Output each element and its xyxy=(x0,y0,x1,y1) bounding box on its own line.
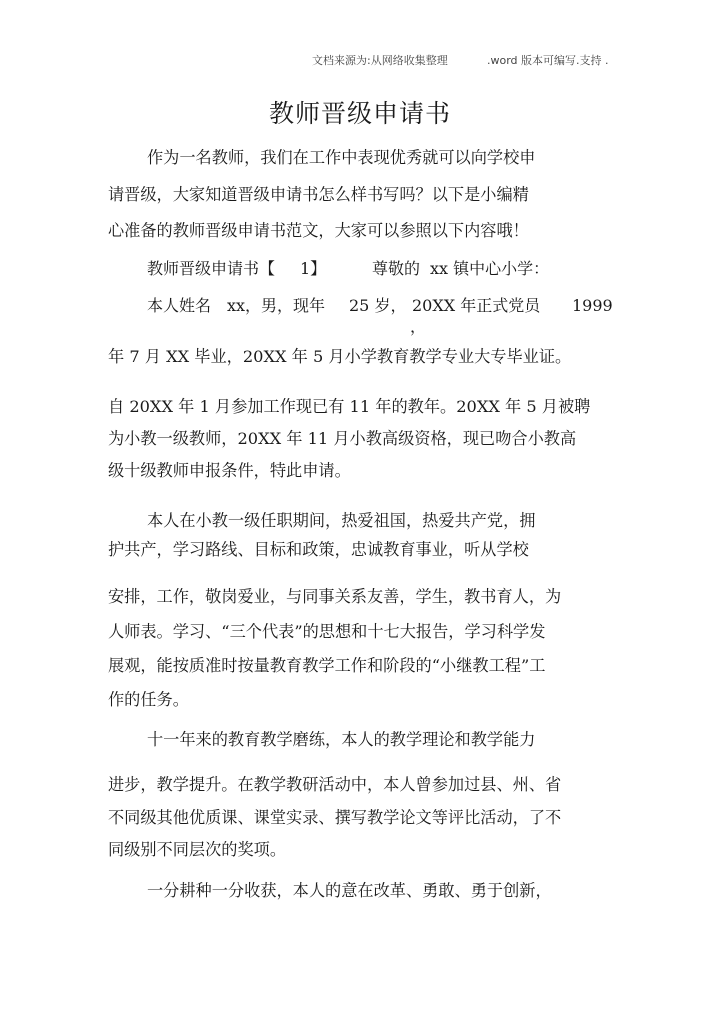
text-line: 本人在小教一级任职期间，热爱祖国，热爱共产党，拥 xyxy=(147,511,536,530)
closing-line: 一分耕种一分收获，本人的意在改革、勇敢、勇于创新， xyxy=(147,881,552,900)
text-line: 心准备的教师晋级申请书范文，大家可以参照以下内容哦！ xyxy=(108,221,529,240)
text-line: 人师表。学习、“三个代表”的思想和十七大报告，学习科学发 xyxy=(108,622,546,641)
text-line: 护共产，学习路线、目标和政策，忠诚教育事业，听从学校 xyxy=(108,540,529,559)
self-intro-party: 20XX 年正式党员 xyxy=(412,296,541,315)
text-line: 不同级其他优质课、课堂实录、撰写教学论文等评比活动，了不 xyxy=(108,808,562,827)
sample-label: 教师晋级申请书【 xyxy=(147,259,276,278)
text-line: 安排，工作，敬岗爱业，与同事关系友善，学生，教书育人，为 xyxy=(108,587,562,606)
text-line: 进步，教学提升。在教学教研活动中，本人曾参加过县、州、省 xyxy=(108,775,562,794)
self-intro-age: 25 岁， xyxy=(349,296,407,315)
self-intro-comma: ， xyxy=(410,317,427,336)
salutation: 尊敬的 xyxy=(372,259,421,278)
text-line: 级十级教师申报条件，特此申请。 xyxy=(108,461,351,480)
sample-number: 1】 xyxy=(300,259,327,278)
text-line: 展观，能按质准时按量教育教学工作和阶段的“小继教工程”工 xyxy=(108,656,546,675)
self-intro-year: 1999 xyxy=(572,296,613,315)
graduation-line: 年 7 月 XX 毕业，20XX 年 5 月小学教育教学专业大专毕业证。 xyxy=(108,347,572,366)
self-intro-name: xx，男，现年 xyxy=(227,296,326,315)
self-intro-part1: 本人姓名 xyxy=(147,296,212,315)
text-line: 请晋级，大家知道晋级申请书怎么样书写吗？以下是小编精 xyxy=(108,185,529,204)
text-line: 作为一名教师，我们在工作中表现优秀就可以向学校申 xyxy=(147,148,536,167)
text-line: 同级别不同层次的奖项。 xyxy=(108,840,287,859)
text-line: 作的任务。 xyxy=(108,690,189,709)
text-line: 十一年来的教育教学磨练，本人的教学理论和教学能力 xyxy=(147,730,536,749)
school-name: xx 镇中心小学： xyxy=(430,259,550,278)
text-line: 为小教一级教师，20XX 年 11 月小教高级资格，现已吻合小教高 xyxy=(108,429,577,448)
header-edit-note: .word 版本可编写.支持 . xyxy=(487,54,609,67)
document-title: 教师晋级申请书 xyxy=(268,99,451,128)
text-line: 自 20XX 年 1 月参加工作现已有 11 年的教年。20XX 年 5 月被聘 xyxy=(108,397,591,416)
header-source-note: 文档来源为:从网络收集整理 xyxy=(312,54,448,67)
